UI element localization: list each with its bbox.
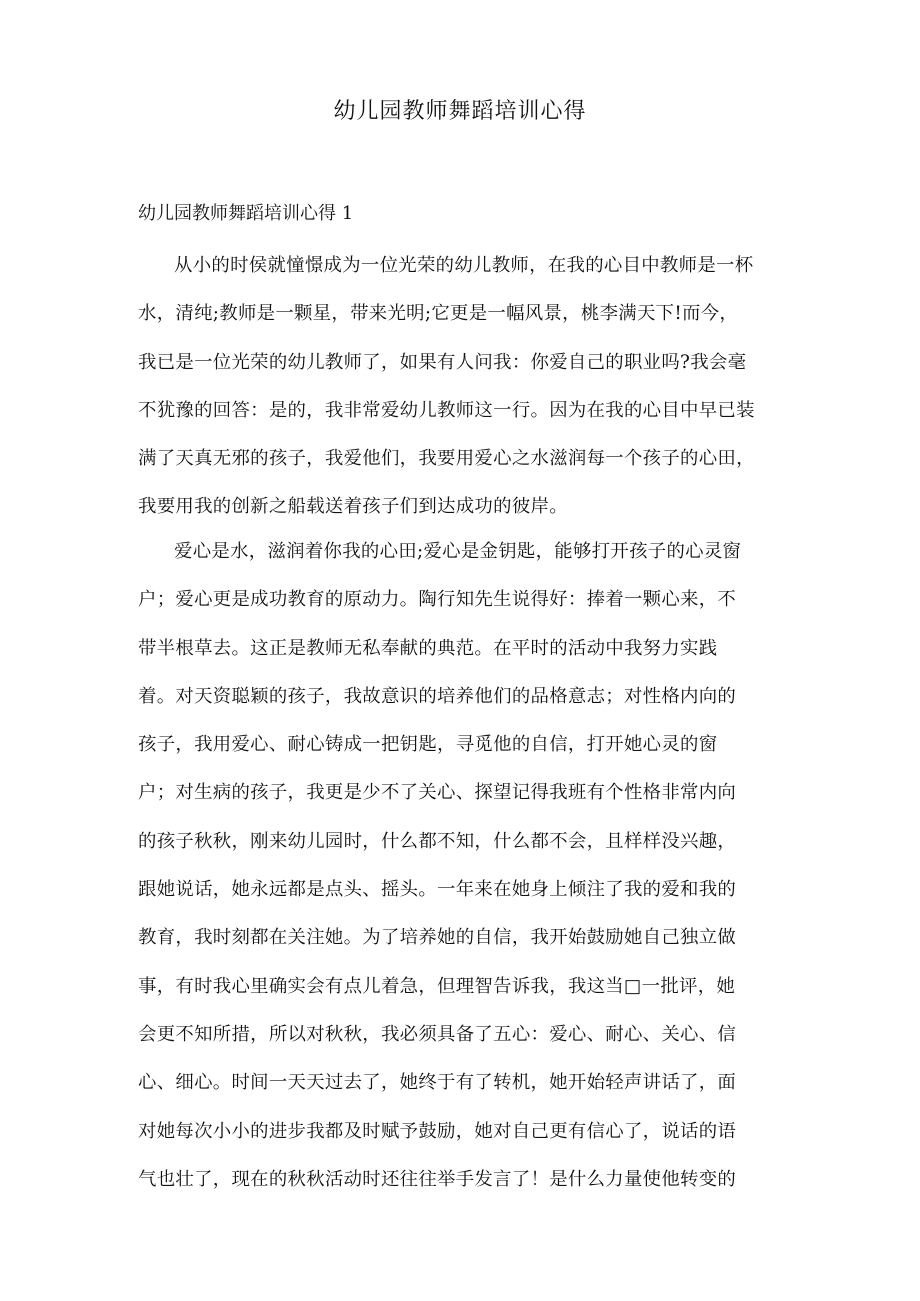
paragraph-2 bbox=[138, 528, 741, 1204]
paragraph-line: 满了天真无邪的孩子，我爱他们，我要用爱心之水滋润每一个孩子的心田， bbox=[138, 448, 755, 470]
paragraph-line: 从小的时侯就憧憬成为一位光荣的幼儿教师，在我的心目中教师是一杯 bbox=[174, 255, 754, 276]
paragraph-line: 着。对天资聪颖的孩子，我故意识的培养他们的品格意志；对性格内向的 bbox=[138, 685, 737, 707]
paragraph-line: 户；对生病的孩子，我更是少不了关心、探望记得我班有个性格非常内向 bbox=[138, 782, 737, 804]
document-title: 幼儿园教师舞蹈培训心得 bbox=[333, 99, 587, 124]
paragraph-line: 会更不知所措，所以对秋秋，我必须具备了五心：爱心、耐心、关心、信 bbox=[138, 1023, 737, 1045]
paragraph-line: 我已是一位光荣的幼儿教师了，如果有人问我：你爱自己的职业吗?我会毫 bbox=[138, 351, 747, 373]
paragraph-line: 带半根草去。这正是教师无私奉献的典范。在平时的活动中我努力实践 bbox=[138, 637, 718, 659]
paragraph-line: 的孩子秋秋，刚来幼儿园时，什么都不知，什么都不会，且样样没兴趣， bbox=[138, 830, 737, 852]
paragraph-line: 孩子，我用爱心、耐心铸成一把钥匙，寻觅他的自信，打开她心灵的窗 bbox=[138, 734, 718, 756]
paragraph-line: 心、细心。时间一天天过去了，她终于有了转机，她开始轻声讲话了，面 bbox=[138, 1072, 737, 1094]
paragraph-line: 爱心是水，滋润着你我的心田;爱心是金钥匙，能够打开孩子的心灵窗 bbox=[174, 541, 742, 562]
paragraph-line: 教育，我时刻都在关注她。为了培养她的自信，我开始鼓励她自己独立做 bbox=[138, 927, 737, 949]
paragraph-line: 事，有时我心里确实会有点儿着急，但理智告诉我，我这当□一批评，她 bbox=[138, 975, 736, 997]
paragraph-1 bbox=[138, 242, 755, 532]
paragraph-line: 对她每次小小的进步我都及时赋予鼓励，她对自己更有信心了，说话的语 bbox=[138, 1120, 737, 1142]
paragraph-line: 水，清纯;教师是一颗星，带来光明;它更是一幅风景，桃李满天下!而今， bbox=[138, 303, 739, 325]
paragraph-line: 跟她说话，她永远都是点头、摇头。一年来在她身上倾注了我的爱和我的 bbox=[138, 879, 737, 901]
paragraph-line: 户；爱心更是成功教育的原动力。陶行知先生说得好：捧着一颗心来，不 bbox=[138, 589, 737, 611]
section-heading: 幼儿园教师舞蹈培训心得 1 bbox=[138, 203, 354, 224]
paragraph-line: 不犹豫的回答：是的，我非常爱幼儿教师这一行。因为在我的心目中早已装 bbox=[138, 399, 755, 421]
paragraph-line: 我要用我的创新之船载送着孩子们到达成功的彼岸。 bbox=[138, 496, 568, 518]
paragraph-line: 气也壮了，现在的秋秋活动时还往往举手发言了！是什么力量使他转变的 bbox=[138, 1168, 737, 1190]
